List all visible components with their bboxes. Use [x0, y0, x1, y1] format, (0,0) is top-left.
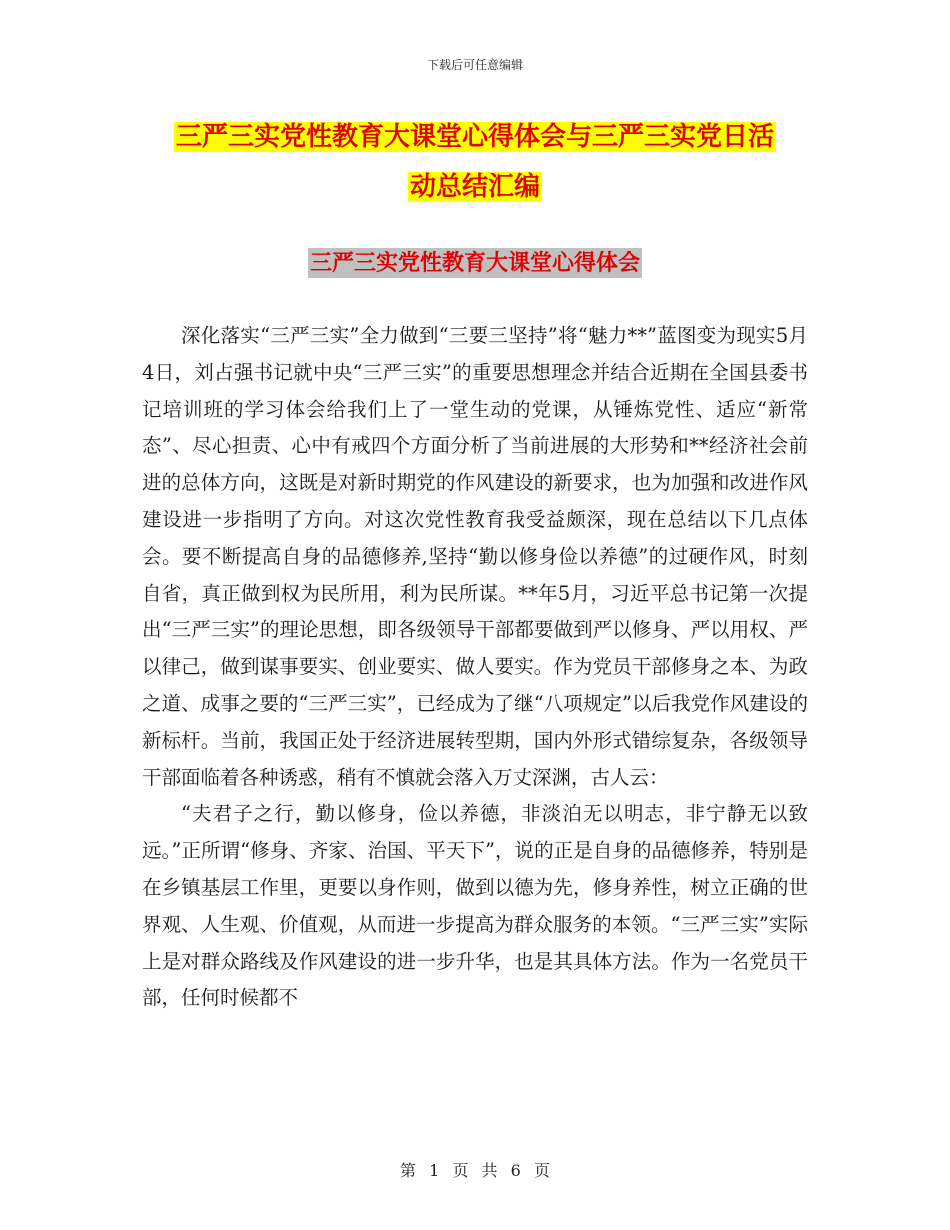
- section-title-text: 三严三实党性教育大课堂心得体会: [309, 250, 640, 276]
- body-text: [142, 318, 808, 1017]
- header-note: 下载后可任意编辑: [426, 58, 523, 72]
- document-title: [140, 112, 810, 212]
- document-title-line2: 动总结汇编: [409, 172, 540, 202]
- footer-page-label: 页: [452, 1161, 469, 1180]
- footer-total-pages: 6: [510, 1161, 521, 1180]
- page-footer: [0, 1158, 950, 1181]
- paragraph: “夫君子之行，勤以修身，俭以养德，非淡泊无以明志，非宁静无以致远。”正所谓“修身、齐家、治国、平天下”，说的正是自身的品德修养，特别是在乡镇基层工作里，更要以身作则，做到以德为先，修身养性，树立正确的世界观、人生观、价值观，从而进一步提高为群众服务的本领。“三严三实”实际上是对群众路线及作风建设的进一步升华，也是其具体方法。作为一名党员干部，任何时候都不: [142, 802, 808, 1010]
- footer-suffix: 页: [533, 1161, 550, 1180]
- footer-page-number: 1: [429, 1161, 440, 1180]
- section-title: [140, 246, 810, 277]
- footer-total-label: 共: [481, 1161, 498, 1180]
- document-title-line1: 三严三实党性教育大课堂心得体会与三严三实党日活: [175, 122, 774, 152]
- footer-prefix: 第: [400, 1161, 417, 1180]
- paragraph: 深化落实“三严三实”全力做到“三要三坚持”将“魅力**”蓝图变为现实5月4日，刘占强书记就中央“三严三实”的重要思想理念并结合近期在全国县委书记培训班的学习体会给我们上了一堂生动的党课，从锤炼党性、适应“新常态”、尽心担责、心中有戒四个方面分析了当前进展的大形势和**经济社会前进的总体方向，这既是对新时期党的作风建设的新要求，也为加强和改进作风建设进一步指明了方向。对这次党性教育我受益颇深，现在总结以下几点体会。要不断提高自身的品德修养,坚持“勤以修身俭以养德”的过硬作风，时刻自省，真正做到权为民所用，利为民所谋。**年5月，习近平总书记第一次提出“三严三实”的理论思想，即各级领导干部都要做到严以修身、严以用权、严以律己，做到谋事要实、创业要实、做人要实。作为党员干部修身之本、为政之道、成事之要的“三严三实”，已经成为了继“八项规定”以后我党作风建设的新标杆。当前，我国正处于经济进展转型期，国内外形式错综复杂，各级领导干部面临着各种诱惑，稍有不慎就会落入万丈深渊，古人云：: [142, 324, 808, 789]
